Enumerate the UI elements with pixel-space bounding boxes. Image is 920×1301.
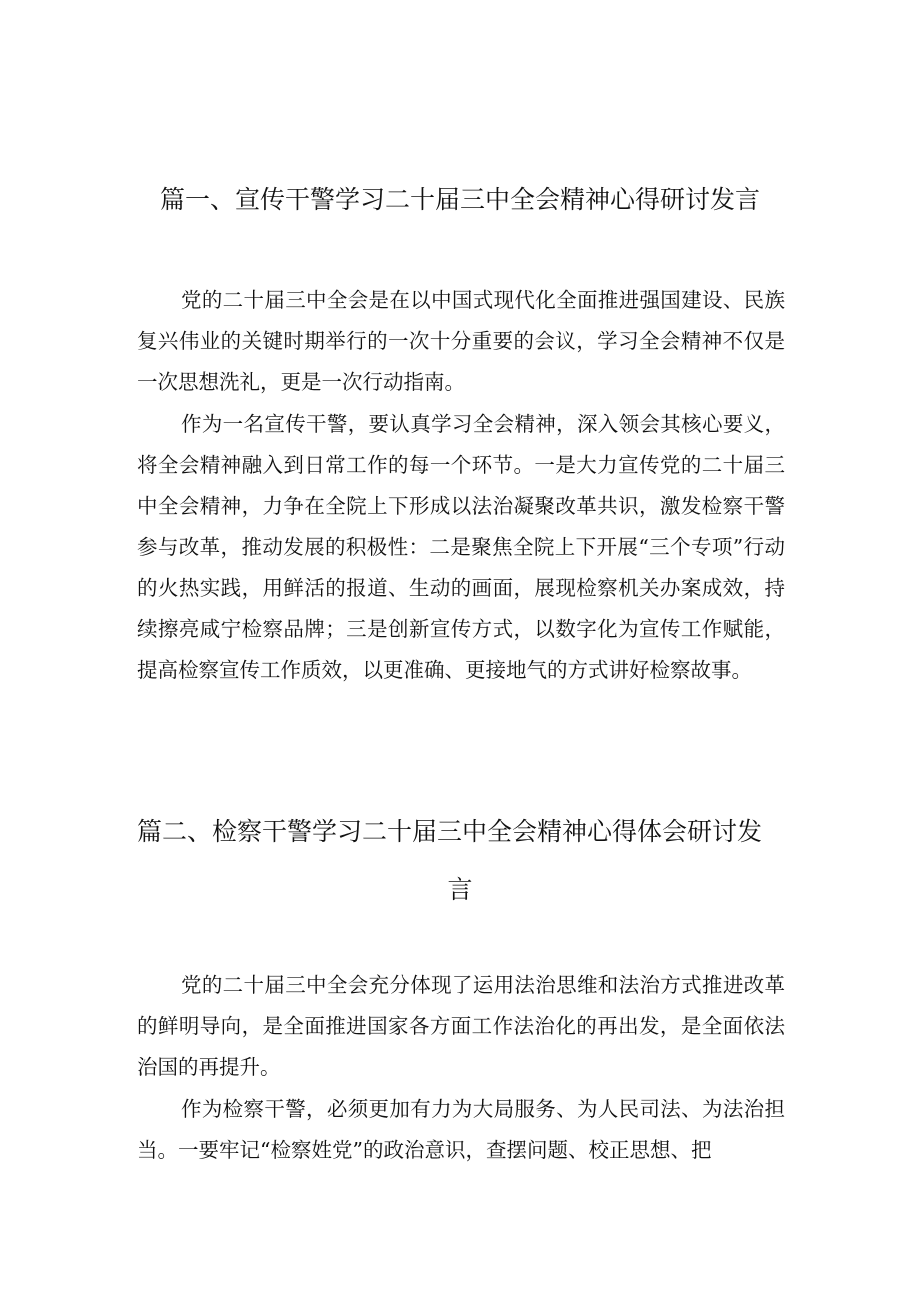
section2-paragraph-2: 作为检察干警，必须更加有力为大局服务、为人民司法、为法治担当。一要牢记“检察姓党”的政治意识，查摆问题、校正思想、把 [137,1097,785,1162]
section1-paragraph-2: 作为一名宣传干警，要认真学习全会精神，深入领会其核心要义，将全会精神融入到日常工作的每一个环节。一是大力宣传党的二十届三中全会精神，力争在全院上下形成以法治凝聚改革共识，激发检察干警参与改革，推动发展的积极性：二是聚焦全院上下开展“三个专项”行动的火热实践，用鲜活的报道、生动的画面，展现检察机关办案成效，持续擦亮咸宁检察品牌；三是创新宣传方式，以数字化为宣传工作赋能，提高检察宣传工作质效，以更准确、更接地气的方式讲好检察故事。 [137,412,785,682]
section1-paragraph-1: 党的二十届三中全会是在以中国式现代化全面推进强国建设、民族复兴伟业的关键时期举行的一次十分重要的会议，学习全会精神不仅是一次思想洗礼，更是一次行动指南。 [137,288,785,394]
section1-title: 篇一、宣传干警学习二十届三中全会精神心得研讨发言 [159,185,760,214]
section2-title-line1: 篇二、检察干警学习二十届三中全会精神心得体会研讨发 [137,817,763,846]
section2-title-line2: 言 [447,875,473,904]
section2-paragraph-1: 党的二十届三中全会充分体现了运用法治思维和法治方式推进改革的鲜明导向，是全面推进国家各方面工作法治化的再出发，是全面依法治国的再提升。 [137,973,785,1079]
